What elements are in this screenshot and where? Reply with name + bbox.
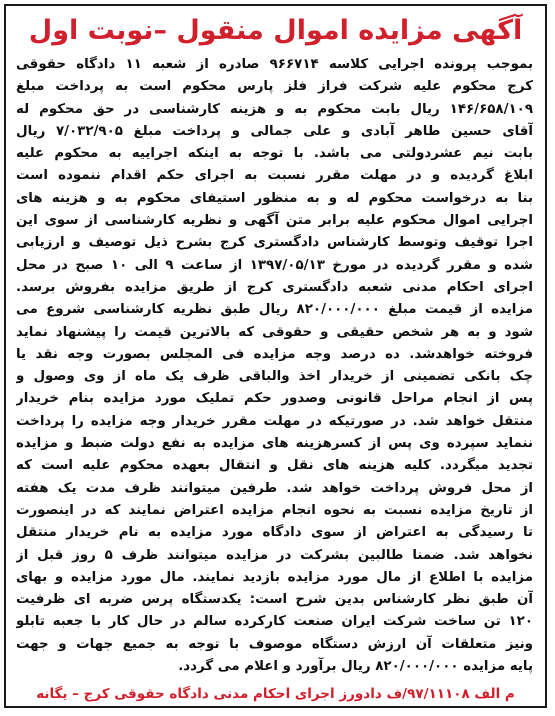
notice-body-line: پس از انجام مراحل قانونی وصدور حکم تملیک مورد مزایده بنام خریدار	[16, 391, 533, 407]
notice-body-line: مزایده از قیمت مبلغ ۸۲۰/۰۰۰/۰۰۰ ریال طبق نظریه کارشناسی شروع می	[16, 302, 533, 318]
notice-body-line: بابت نیم عشردولتی می باشد. با توجه به اینکه اجراییه به محکوم علیه	[16, 146, 533, 162]
notice-body-line: شده و مقرر گردیده در مورخ ۱۳۹۷/۰۵/۱۳ از ساعت ۹ الی ۱۰ صبح در محل	[16, 257, 533, 273]
notice-body-line: ونیز متعلقات آن ارزش دستگاه موصوف با توجه به جمیع جهات و جهت	[16, 636, 533, 652]
notice-body-line: آقای حسین طاهر آبادی و علی جمالی و پرداخت مبلغ ۷/۰۳۲/۹۰۵ ریال	[16, 123, 533, 139]
notice-body-line: بموجب پرونده اجرایی کلاسه ۹۶۶۷۱۴ صادره از شعبه ۱۱ دادگاه حقوقی	[16, 57, 533, 72]
notice-body-line: فروخته خواهدشد. ده درصد وجه مزایده فی المجلس بصورت وجه نقد یا	[16, 346, 533, 362]
notice-body-line: ابلاغ گردیده و در مهلت مقرر نسبت به اجرای حکم اقدام ننموده است	[16, 168, 533, 184]
notice-frame	[4, 4, 547, 708]
notice-body-line: بنا به درخواست محکوم له و به منظور استیفای محکوم به و هزینه های	[16, 190, 533, 206]
notice-body-line: ننماید سپرده وی پس از کسرهزینه های مزایده به نفع دولت ضبط و مزایده	[16, 436, 533, 452]
notice-body-line: ۱۲۰ تن ساخت شرکت ایران صنعت کارکرده سالم در حال کار با جعبه تابلو	[16, 614, 533, 630]
notice-body-line: چک بانکی تضمینی از خریدار اخذ والباقی ظرف یک ماه از وی وصول و	[16, 369, 533, 385]
notice-body-line: از تاریخ مزایده نسبت به نحوه انجام مزایده اعتراض نمایند که در اینصورت	[16, 502, 533, 518]
notice-body-line: تا رسیدگی به اعتراض از سوی دادگاه مورد مزایده به نام خریدار منتقل	[16, 525, 533, 541]
notice-body-line: شود و به هر شخص حقیقی و حقوقی که بالاترین قیمت را پیشنهاد نماید	[16, 324, 533, 340]
notice-body-line: از محل فروش پرداخت خواهد شد. طرفین میتوانند ظرف مدت یک هفته	[16, 480, 533, 496]
notice-title: آگهی مزایده اموال منقول –نوبت اول	[28, 15, 523, 46]
notice-body-line: اجرایی اموال محکوم علیه برابر متن آگهی و نظریه کارشناسی از سوی این	[16, 213, 533, 229]
notice-body-line: نخواهد شد. ضمنا طالبین بشرکت در مزایده میتوانند ظرف ۵ روز قبل از	[16, 547, 533, 563]
notice-body	[16, 54, 533, 678]
notice-body-line: مزایده با اطلاع از مال مورد مزایده بازدید نمایند. مال مورد مزایده و بهای	[16, 569, 533, 585]
notice-body-line: پایه مزایده ۸۲۰/۰۰۰/۰۰۰ ریال برآورد و اعلام می گردد.	[178, 659, 533, 675]
notice-body-line: منتقل خواهد شد. در صورتیکه در مهلت مقرر خریدار وجه مزایده را پرداخت	[16, 413, 533, 429]
notice-footer: م الف ۹۷/۱۱۱۰۸/ف دادورز اجرای احکام مدنی دادگاه حقوقی کرج – یگانه	[36, 686, 515, 702]
notice-body-line: کرج محکوم علیه شرکت فراز فلز پارس محکوم است به پرداخت مبلغ	[16, 79, 533, 95]
notice-body-line: اجرای احکام مدنی شعبه دادگستری کرج از طریق مزایده بفروش برسد.	[16, 279, 533, 295]
notice-body-line: ۱۴۶/۶۵۸/۱۰۹ ریال بابت محکوم به و هزینه کارشناسی در حق محکوم له	[16, 101, 533, 117]
notice-body-line: تجدید میگردد. کلیه هزینه های نقل و انتقال بعهده محکوم علیه است که	[16, 458, 533, 474]
notice-body-line: آن طبق نظر کارشناس بدین شرح است: یکدستگاه پرس ضربه ای ظرفیت	[16, 592, 533, 608]
notice-body-line: اجرا توقیف وتوسط کارشناس دادگستری کرج بشرح ذیل توصیف و ارزیابی	[16, 235, 533, 251]
